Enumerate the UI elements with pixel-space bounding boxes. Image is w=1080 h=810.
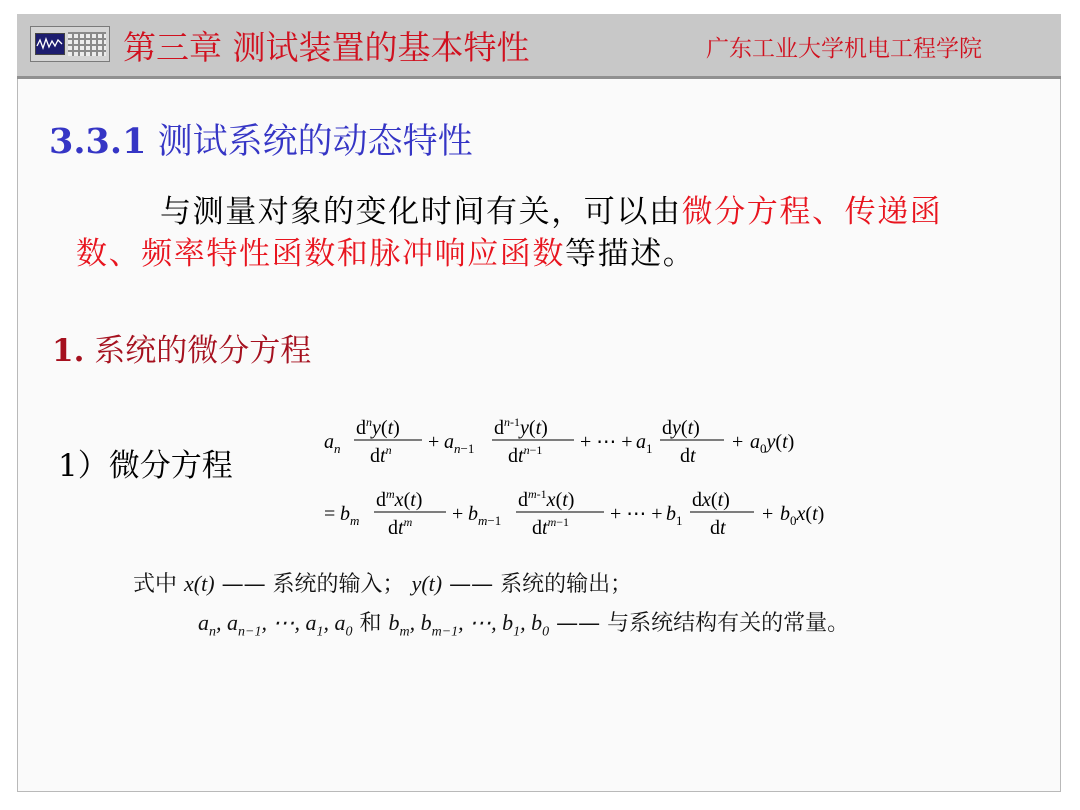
analyzer-screen [35,33,65,55]
intro-highlight: 微分方程、传递函数、频率特性函数和脉冲响应函数 [76,194,943,272]
svg-text:dmx(t): $d^mx(t)$ [376,487,423,511]
a-coefficients: $a_n$, $a_{n-1}$, ⋯, $a_1$, $a_0$ [198,610,353,640]
section-heading [49,114,473,164]
differential-equation [322,408,862,550]
svg-text:bm−1: $b_m-1$ [468,503,502,528]
svg-text:+: + [452,503,464,525]
svg-text:bm: $b_m$ [340,503,360,528]
signal-analyzer-icon [30,26,110,62]
section-title: 测试系统的动态特性 [157,122,473,162]
where-line-2 [198,606,849,640]
svg-text:dn-1y(t): $d^{n-1}y(t)$ [494,415,548,439]
subsection-heading [52,325,311,370]
svg-text:a0y(t): $a_0y(t)$ [750,431,795,456]
svg-text:dt: dt [680,445,696,467]
svg-text:dtn: $dt^n$ [370,443,392,467]
equation-lhs [324,415,794,467]
subsection-number: 1. [52,333,85,369]
svg-text:=: = [324,503,336,525]
svg-text:+: + [732,431,744,453]
input-description: —— 系统的输入； [221,572,405,597]
svg-text:a1: $a_1$ [636,431,653,456]
analyzer-keypad [68,32,106,56]
where-line-1 [133,567,632,598]
svg-text:+: + [428,431,440,453]
section-number: 3.3.1 [49,121,147,162]
equation-label: 1）微分方程 [58,448,233,484]
school-name: 广东工业大学机电工程学院 [706,36,982,62]
svg-text:dtn−1: $dt^{n-1}$ [508,443,543,467]
svg-text:dy(t): dy(t) [662,417,700,439]
intro-text-2: 等描述。 [565,236,696,272]
intro-text-1: 与测量对象的变化时间有关，可以由 [160,194,682,230]
chapter-title: 第三章 测试装置的基本特性 [123,28,530,67]
input-symbol: x(t) [184,571,215,596]
svg-text:b1: $b_1$ [666,503,683,528]
svg-text:an−1: $a_n-1$ [444,431,475,456]
and-word: 和 [359,611,382,636]
svg-text:dt: dt [710,517,726,539]
intro-paragraph [76,191,1006,275]
svg-text:+ ⋯ +: + ⋯ + [610,503,663,525]
svg-text:+ ⋯ +: + ⋯ + [580,431,633,453]
output-symbol: y(t) [411,571,443,596]
where-prefix: 式中 [133,572,178,597]
coefficients-description: —— 与系统结构有关的常量。 [556,611,850,636]
svg-text:dny(t): $d^ny(t)$ [356,415,400,439]
svg-text:dtm: $dt^m$ [388,515,413,539]
output-description: —— 系统的输出； [449,572,633,597]
header-divider [17,76,1061,79]
svg-text:an: $a_n$ [324,431,341,456]
svg-text:dm-1x(t): $d^{m-1}x(t)$ [518,487,575,511]
svg-text:+: + [762,503,774,525]
b-coefficients: $b_m$, $b_{m-1}$, ⋯, $b_1$, $b_0$ [388,610,550,640]
subsection-title: 系统的微分方程 [94,333,312,369]
svg-text:dx(t): dx(t) [692,489,730,511]
svg-text:b0x(t): $b_0x(t)$ [780,503,825,528]
svg-text:dtm−1: $dt^{m-1}$ [532,515,570,539]
equation-rhs [324,487,824,539]
